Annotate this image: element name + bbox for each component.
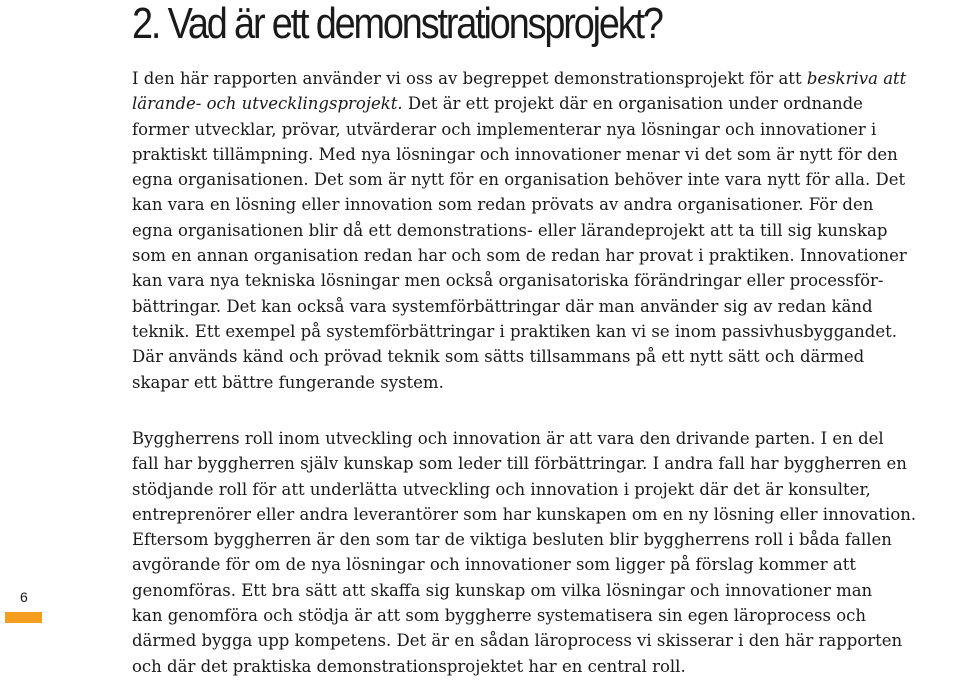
- text-line: stödjande roll för att underlätta utveckling och innovation i projekt där det är konsulter,: [132, 479, 871, 499]
- text-line: Byggherrens roll inom utveckling och innovation är att vara den drivande parten. I en del: [132, 429, 884, 448]
- text-line: entreprenörer eller andra leverantörer som har kunskapen om en ny lösning eller innovation.: [132, 504, 917, 524]
- text-line: genomföras. Ett bra sätt att skaffa sig kunskap om vilka lösningar och innovationer man: [132, 580, 873, 600]
- text-run: Det är ett projekt där en organisation under ordnande: [402, 94, 863, 114]
- text-line: Där används känd och prövad teknik som sätts tillsammans på ett nytt sätt och därmed: [132, 347, 865, 367]
- page-title: 2. Vad är ett demonstrationsprojekt?: [132, 0, 662, 48]
- text-run: I den här rapporten använder vi oss av begreppet demonstrationsprojekt för att: [132, 69, 807, 88]
- paragraph-1: [132, 66, 960, 395]
- text-line: [132, 91, 960, 116]
- text-line: former utvecklar, prövar, utvärderar och implementerar nya lösningar och innovationer i: [132, 119, 877, 139]
- text-line: praktiskt tillämpning. Med nya lösningar och innovationer menar vi det som är nytt för den: [132, 144, 898, 164]
- italic-text: lärande- och utvecklingsprojekt.: [132, 94, 403, 114]
- text-line: kan genomföra och stödja är att som byggherre systematisera sin egen läroprocess och: [132, 606, 867, 626]
- text-line: och där det praktiska demonstrationsprojektet har en central roll.: [132, 656, 686, 676]
- text-line: fall har byggherren själv kunskap som leder till förbättringar. I andra fall har byggherren en: [132, 454, 907, 474]
- page-number: 6: [20, 589, 28, 605]
- text-line: kan vara nya tekniska lösningar men också organisatoriska förändringar eller processför-: [132, 271, 884, 291]
- text-line: kan vara en lösning eller innovation som redan prövats av andra organisationer. För den: [132, 195, 874, 215]
- text-line: Eftersom byggherren är den som tar de viktiga besluten blir byggherrens roll i båda fallen: [132, 530, 892, 550]
- text-line: skapar ett bättre fungerande system.: [132, 372, 444, 392]
- paragraph-2: [132, 426, 960, 679]
- text-line: därmed bygga upp kompetens. Det är en sådan läroprocess vi skisserar i den här rapporten: [132, 631, 903, 651]
- text-line: som en annan organisation redan har och som de redan har provat i praktiken. Innovationer: [132, 246, 907, 266]
- italic-text: beskriva att: [806, 69, 907, 88]
- text-line: avgörande för om de nya lösningar och innovationer som ligger på förslag kommer att: [132, 555, 857, 575]
- text-line: [132, 66, 960, 91]
- page-marker-bar: [5, 612, 42, 623]
- text-line: bättringar. Det kan också vara systemförbättringar där man använder sig av redan känd: [132, 296, 873, 316]
- text-line: teknik. Ett exempel på systemförbättringar i praktiken kan vi se inom passivhusbyggandet.: [132, 321, 897, 341]
- text-line: egna organisationen blir då ett demonstrations- eller lärandeprojekt att ta till sig kunskap: [132, 220, 888, 240]
- text-line: egna organisationen. Det som är nytt för en organisation behöver inte vara nytt för alla. Det: [132, 170, 906, 190]
